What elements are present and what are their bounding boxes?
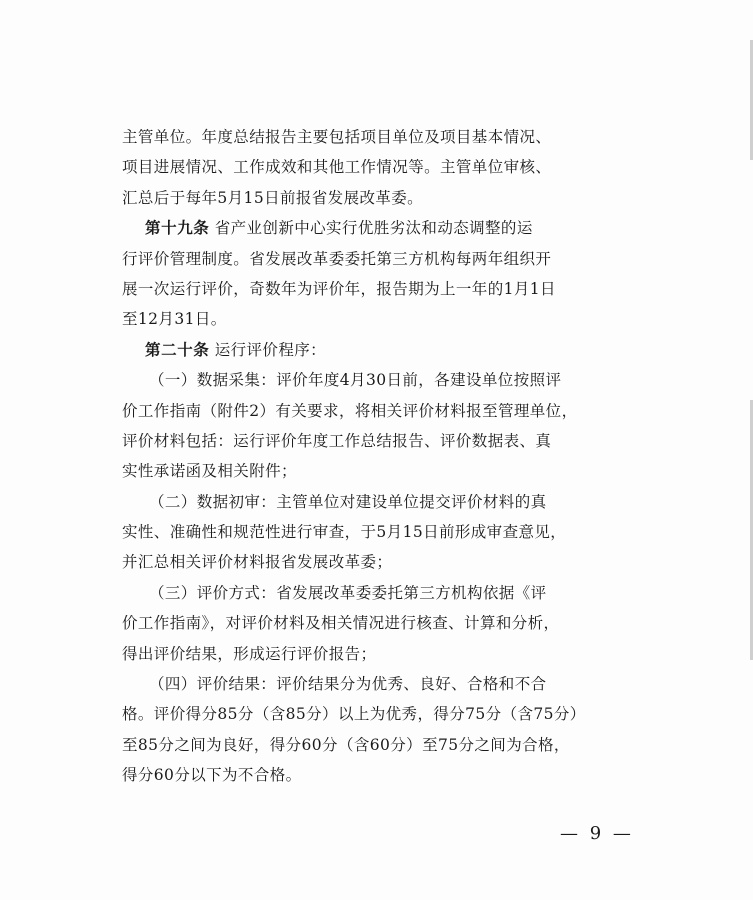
article-paragraph-first-line	[122, 213, 622, 243]
article-heading: 第二十条	[145, 340, 210, 359]
body-text-line: 行评价管理制度。省发展改革委委托第三方机构每两年组织开	[122, 249, 552, 268]
body-text-line: 汇总后于每年5月15日前报省发展改革委。	[122, 188, 424, 207]
list-item-first-line: （三）评价方式：省发展改革委委托第三方机构依据《评	[149, 583, 547, 602]
document-body	[122, 122, 622, 791]
article-text: 运行评价程序：	[214, 340, 327, 359]
body-text-line: 至85分之间为良好，得分60分（含60分）至75分之间为合格，	[122, 735, 570, 754]
body-text-line: 格。评价得分85分（含85分）以上为优秀，得分75分（含75分）	[122, 705, 586, 724]
article-paragraph-first-line	[122, 335, 622, 365]
body-text-line: 价工作指南（附件2）有关要求，将相关评价材料报至管理单位，	[122, 401, 578, 420]
list-item-first-line: （一）数据采集：评价年度4月30日前，各建设单位按照评	[149, 371, 562, 390]
body-text-line: 得出评价结果，形成运行评价报告；	[122, 644, 377, 663]
body-text-line: 至12月31日。	[122, 310, 227, 329]
body-text-line: 主管单位。年度总结报告主要包括项目单位及项目基本情况、	[122, 128, 552, 146]
body-text-line: 项目进展情况、工作成效和其他工作情况等。主管单位审核、	[122, 158, 552, 177]
list-item-first-line: （二）数据初审：主管单位对建设单位提交评价材料的真	[149, 492, 547, 511]
body-text-line: 价工作指南》，对评价材料及相关情况进行核查、计算和分析，	[122, 614, 560, 633]
body-text-line: 并汇总相关评价材料报省发展改革委；	[122, 553, 393, 572]
body-text-line: 展一次运行评价，奇数年为评价年，报告期为上一年的1月1日	[122, 279, 556, 298]
article-heading: 第十九条	[145, 219, 210, 238]
body-text-line: 实性承诺函及相关附件；	[122, 462, 297, 481]
page-number: — 9 —	[560, 823, 634, 844]
body-text-line: 评价材料包括：运行评价年度工作总结报告、评价数据表、真	[122, 431, 552, 450]
article-text: 省产业创新中心实行优胜劣汰和动态调整的运	[214, 219, 533, 238]
list-item-first-line: （四）评价结果：评价结果分为优秀、良好、合格和不合	[149, 675, 547, 694]
body-text-line: 实性、准确性和规范性进行审查，于5月15日前形成审查意见，	[122, 523, 567, 542]
body-text-line: 得分60分以下为不合格。	[122, 766, 302, 785]
